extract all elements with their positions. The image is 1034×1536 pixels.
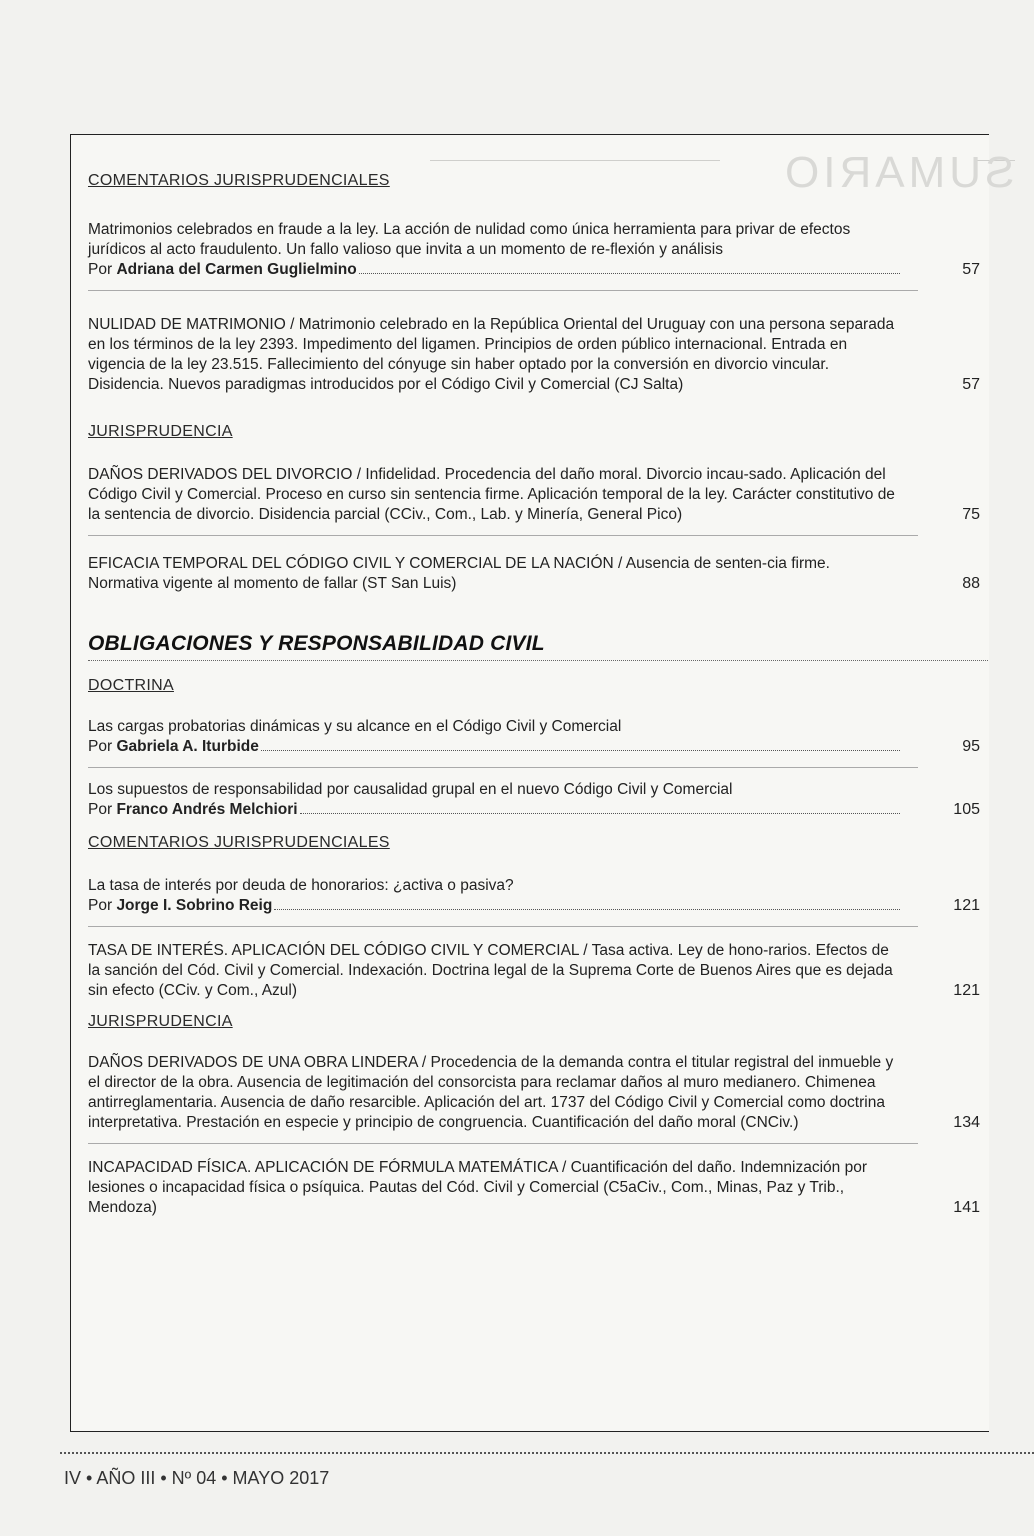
- entry-divider: [88, 1143, 918, 1144]
- toc-entry[interactable]: [88, 780, 984, 820]
- dot-leader: [261, 750, 900, 751]
- footer-issue-info: IV • AÑO III • Nº 04 • MAYO 2017: [64, 1468, 330, 1488]
- author-prefix: Por: [88, 261, 113, 278]
- author-line: [88, 260, 904, 280]
- page-number: 57: [962, 376, 980, 393]
- entry-divider: [88, 926, 918, 927]
- page-number: 95: [962, 738, 980, 755]
- toc-entry[interactable]: [88, 1158, 984, 1218]
- toc-entry[interactable]: [88, 1053, 984, 1133]
- page-title-mirrored: SUMARIO: [780, 148, 1014, 197]
- entry-text: Matrimonios celebrados en fraude a la ley. La acción de nulidad como única herramienta para privar de efectos jurídicos al acto fraudulento. Un fallo valioso que invita a un momento de re-flexión y análisis: [88, 221, 851, 258]
- entry-text: TASA DE INTERÉS. APLICACIÓN DEL CÓDIGO CIVIL Y COMERCIAL / Tasa activa. Ley de hono-rarios. Efectos de la sanción del Cód. Civil y Comercial. Indexación. Doctrina legal de la Suprema Corte de Buenos Aires que es dejada sin efecto (CCiv. y Com., Azul): [88, 942, 893, 999]
- entry-text: Los supuestos de responsabilidad por causalidad grupal en el nuevo Código Civil y Comercial: [88, 781, 733, 798]
- header-rule-left: [430, 160, 720, 161]
- dot-leader: [300, 813, 900, 814]
- toc-entry[interactable]: [88, 876, 984, 916]
- page-number: 75: [962, 506, 980, 523]
- entry-divider: [88, 535, 918, 536]
- author-line: [88, 800, 904, 820]
- toc-entry[interactable]: [88, 465, 984, 525]
- entry-text: NULIDAD DE MATRIMONIO / Matrimonio celebrado en la República Oriental del Uruguay con una persona separada en los términos de la ley 2393. Impedimento del ligamen. Principios de orden público internacional. Entrada en vigencia de la ley 23.515. Fallecimiento del cónyuge sin haber optado por la conversión en divorcio vincular. Disidencia. Nuevos paradigmas introducidos por el Código Civil y Comercial (CJ Salta): [88, 316, 895, 393]
- section-label: JURISPRUDENCIA: [88, 1013, 233, 1030]
- author-name: Gabriela A. Iturbide: [116, 738, 259, 755]
- toc-entry[interactable]: [88, 220, 984, 280]
- section-label: COMENTARIOS JURISPRUDENCIALES: [88, 172, 390, 189]
- entry-line: [88, 315, 904, 395]
- page-number: 57: [962, 261, 980, 278]
- author-prefix: Por: [88, 897, 113, 914]
- entry-text: EFICACIA TEMPORAL DEL CÓDIGO CIVIL Y COMERCIAL DE LA NACIÓN / Ausencia de senten-cia firme. Normativa vigente al momento de fallar (ST San Luis): [88, 555, 830, 592]
- toc-entry[interactable]: [88, 717, 984, 757]
- entry-divider: [88, 290, 918, 291]
- author-name: Franco Andrés Melchiori: [116, 801, 298, 818]
- author-name: Jorge I. Sobrino Reig: [116, 897, 273, 914]
- entry-text: DAÑOS DERIVADOS DE UNA OBRA LINDERA / Procedencia de la demanda contra el titular registral del inmueble y el director de la obra. Ausencia de legitimación del consorcista para reclamar daños al muro medianero. Chimenea antirreglamentaria. Ausencia de daño resarcible. Aplicación del art. 1737 del Código Civil y Comercial como doctrina interpretativa. Prestación en especie y principio de congruencia. Cuantificación del daño moral (CNCiv.): [88, 1054, 894, 1131]
- author-line: [88, 737, 904, 757]
- section-label: COMENTARIOS JURISPRUDENCIALES: [88, 834, 390, 851]
- major-section-title: OBLIGACIONES Y RESPONSABILIDAD CIVIL: [88, 632, 545, 655]
- page-number: 121: [953, 897, 980, 914]
- entry-text: INCAPACIDAD FÍSICA. APLICACIÓN DE FÓRMULA MATEMÁTICA / Cuantificación del daño. Indemnización por lesiones o incapacidad física o psíquica. Pautas del Cód. Civil y Comercial (C5aCiv., Com., Minas, Paz y Trib., Mendoza): [88, 1159, 867, 1216]
- footer-dot-rule: [60, 1452, 1034, 1454]
- major-section-rule: [88, 660, 988, 661]
- entry-divider: [88, 767, 918, 768]
- author-name: Adriana del Carmen Guglielmino: [116, 261, 357, 278]
- section-label: DOCTRINA: [88, 677, 174, 694]
- entry-text: DAÑOS DERIVADOS DEL DIVORCIO / Infidelidad. Procedencia del daño moral. Divorcio incau-sado. Aplicación del Código Civil y Comercial. Proceso en curso sin sentencia firme. Aplicación temporal de la ley. Carácter constitutivo de la sentencia de divorcio. Disidencia parcial (CCiv., Com., Lab. y Minería, General Pico): [88, 466, 895, 523]
- page-number: 134: [953, 1114, 980, 1131]
- section-label: JURISPRUDENCIA: [88, 423, 233, 440]
- page-number: 121: [953, 982, 980, 999]
- dot-leader: [274, 909, 900, 910]
- page-number: 105: [953, 801, 980, 818]
- toc-entry[interactable]: [88, 941, 984, 1001]
- page-number: 141: [953, 1199, 980, 1216]
- author-prefix: Por: [88, 738, 113, 755]
- dot-leader: [359, 273, 900, 274]
- author-prefix: Por: [88, 801, 113, 818]
- table-of-contents: [88, 172, 984, 1218]
- entry-text: La tasa de interés por deuda de honorarios: ¿activa o pasiva?: [88, 877, 514, 894]
- author-line: [88, 896, 904, 916]
- toc-entry[interactable]: [88, 315, 984, 395]
- entry-text: Las cargas probatorias dinámicas y su alcance en el Código Civil y Comercial: [88, 718, 622, 735]
- toc-entry[interactable]: [88, 554, 984, 594]
- page-number: 88: [962, 575, 980, 592]
